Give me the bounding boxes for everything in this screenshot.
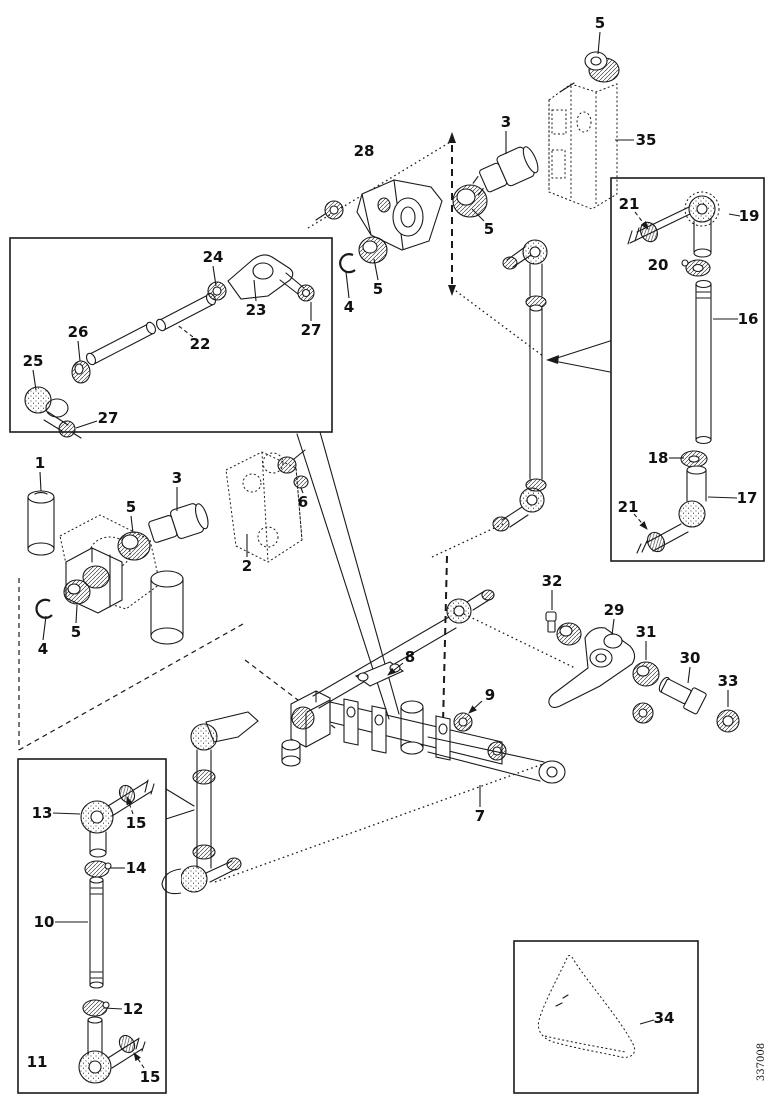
part-callout-31-33: 31 [635,623,657,641]
part-callout-4-26: 4 [37,640,49,658]
part-washer-5-lower [64,580,90,604]
part-bushing-5-top [585,52,619,82]
callout-leader-9-29 [469,701,482,713]
part-callout-7-30: 7 [474,807,486,825]
callout-leader-30-34 [688,667,690,683]
part-washer-31 [633,662,659,686]
part-callout-29-32: 29 [603,601,625,619]
part-tube-lower-left [151,571,183,644]
part-washer-5-upper [453,185,487,217]
part-callout-2-24: 2 [241,557,253,575]
part-callout-35-2: 35 [635,131,657,149]
part-callout-21-14: 21 [618,195,640,213]
part-callout-25-12: 25 [22,352,44,370]
part-callout-24-7: 24 [202,248,224,266]
part-callout-15-42: 15 [139,1068,161,1086]
figure-number: 337008 [756,1042,767,1082]
callout-leader-5-27 [76,605,77,623]
part-callout-5-22: 5 [125,498,137,516]
callout-leader-13-36 [53,813,80,814]
callout-leader-1-21 [40,472,41,491]
part-callout-27-13: 27 [97,409,119,427]
callout-leader-34-43 [640,1020,654,1024]
part-callout-13-36: 13 [31,804,53,822]
part-tie-rod-kit-22-27 [22,255,314,438]
part-callout-23-8: 23 [245,301,267,319]
part-washer-5-mid-left [118,532,150,560]
part-callout-17-19: 17 [736,489,758,507]
part-callout-11-41: 11 [26,1053,48,1071]
part-clip-4-top [340,254,355,272]
part-callout-15-37: 15 [125,814,147,832]
part-callout-14-38: 14 [125,859,147,877]
part-callout-4-6: 4 [343,298,355,316]
part-callout-33-35: 33 [717,672,739,690]
part-bolt-30 [655,673,706,714]
part-callout-3-1: 3 [500,113,512,131]
callout-leader-15-42 [134,1053,144,1068]
part-gusset-34 [538,955,634,1057]
part-callout-5-4: 5 [483,220,495,238]
part-bolt-32 [546,612,556,632]
part-callout-5-5: 5 [372,280,384,298]
part-callout-27-9: 27 [300,321,322,339]
callout-leader-26-11 [78,341,80,361]
part-washer-5-mid [359,237,387,263]
part-nut-33 [717,710,739,732]
part-callout-21-20: 21 [617,498,639,516]
part-callout-18-18: 18 [647,449,669,467]
part-callout-34-43: 34 [653,1009,675,1027]
part-callout-19-15: 19 [738,207,760,225]
part-callout-28-3: 28 [353,142,375,160]
callout-leader-17-19 [708,497,737,498]
part-pin-3-mid [147,500,211,546]
part-callout-5-0: 5 [594,14,606,32]
part-callout-9-29: 9 [484,686,496,704]
part-callout-12-40: 12 [122,1000,144,1018]
part-drop-link-installed [162,712,258,894]
part-callout-3-23: 3 [171,469,183,487]
callout-leader-4-6 [346,272,349,298]
exploded-drawing [10,14,767,1093]
callout-leader-27-13 [76,421,97,428]
part-callout-8-28: 8 [404,648,416,666]
part-callout-30-34: 30 [679,649,701,667]
part-cylinder-1 [28,491,54,555]
part-callout-32-31: 32 [541,572,563,590]
callout-leader-21-20 [634,514,647,529]
part-callout-1-21: 1 [34,454,46,472]
part-callout-5-27: 5 [70,623,82,641]
part-callout-10-39: 10 [33,913,55,931]
callout-leader-4-26 [43,616,46,640]
part-callout-16-17: 16 [737,310,759,328]
callout-leader-29-32 [612,619,614,635]
part-shift-rod [313,590,494,708]
part-nut-upper-28 [316,201,343,220]
part-callout-20-16: 20 [647,256,669,274]
part-link-rod-installed [493,240,547,531]
part-bracket-35 [549,83,617,209]
part-nut-9 [454,713,472,731]
part-washer-29 [557,623,581,645]
part-ring-6 [294,476,308,488]
part-callout-26-11: 26 [67,323,89,341]
part-callout-6-25: 6 [297,493,309,511]
callout-leader-5-0 [598,32,600,54]
part-link-kit-16-21 [628,192,719,555]
part-clip-4-lower [36,600,52,618]
part-callout-22-10: 22 [189,335,211,353]
part-bracket-2 [226,450,305,562]
part-nut-29b [633,703,653,723]
